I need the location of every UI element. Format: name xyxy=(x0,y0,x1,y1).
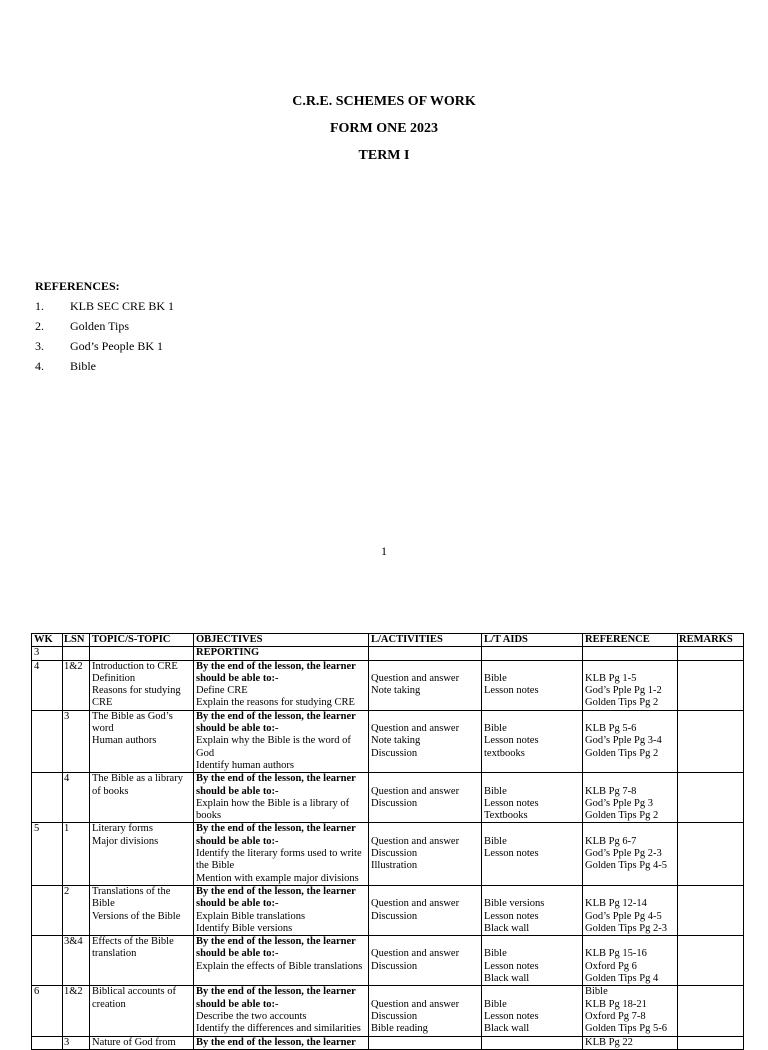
wk-cell xyxy=(32,710,63,772)
cell-spacer xyxy=(585,886,675,898)
cell-spacer xyxy=(585,936,675,948)
cell-line: By the end of the lesson, the learner xyxy=(196,885,356,897)
wk-cell: 4 xyxy=(32,660,63,710)
wk-cell xyxy=(32,936,63,986)
cell-line: Lesson notes xyxy=(484,960,539,972)
wk-cell xyxy=(32,1036,63,1049)
reference-cell xyxy=(583,1036,678,1049)
cell-line: Explain why the Bible is the word of xyxy=(196,735,351,747)
cell-line: Discussion xyxy=(371,960,418,972)
cell-line: Bible xyxy=(484,835,507,847)
cell-line: Mention with example major divisions xyxy=(196,872,359,884)
references-heading: REFERENCES: xyxy=(35,279,120,293)
table-row xyxy=(32,710,744,772)
reference-cell xyxy=(583,823,678,885)
cell-line: should be able to:- xyxy=(196,835,279,847)
cell-line: Bible xyxy=(585,986,608,998)
cell-line: word xyxy=(92,723,114,735)
aids-cell xyxy=(482,986,583,1036)
objectives-cell xyxy=(194,773,369,823)
objectives-cell xyxy=(194,885,369,935)
cell-line: Black wall xyxy=(484,973,530,985)
lsn-cell: 1&2 xyxy=(63,986,90,1036)
cell-line: Discussion xyxy=(371,910,418,922)
cell-line: Lesson notes xyxy=(484,685,539,697)
cell-line: Literary forms xyxy=(92,823,153,835)
cell-spacer xyxy=(371,823,479,835)
cell-spacer xyxy=(484,661,580,673)
cell-line: should be able to:- xyxy=(196,948,279,960)
cell-line: Golden Tips Pg 4 xyxy=(585,973,659,985)
cell-line: KLB Pg 6-7 xyxy=(585,835,637,847)
cell-line: books xyxy=(196,810,222,822)
cell-line: Discussion xyxy=(371,747,418,759)
cell-line: Question and answer xyxy=(371,723,460,735)
cell-line: Bible reading xyxy=(371,1023,428,1035)
cell-spacer xyxy=(585,773,675,785)
cell-line: Bible xyxy=(484,998,507,1010)
page-number: 1 xyxy=(381,544,387,558)
reference-cell xyxy=(583,885,678,935)
cell-line: should be able to:- xyxy=(196,998,279,1010)
cell-line: The Bible as God’s xyxy=(92,710,173,722)
cell-line: KLB Pg 18-21 xyxy=(585,998,647,1010)
cell-line: Bible xyxy=(484,948,507,960)
cell-line: creation xyxy=(92,998,126,1010)
topic-cell xyxy=(90,647,194,660)
cell-line: Human authors xyxy=(92,735,157,747)
header-objectives: OBJECTIVES xyxy=(194,634,369,647)
cell-line: Definition xyxy=(92,672,136,684)
remarks-cell xyxy=(678,823,744,885)
cell-line: KLB Pg 15-16 xyxy=(585,948,647,960)
lsn-cell: 3 xyxy=(63,710,90,772)
header-aids: L/T AIDS xyxy=(482,634,583,647)
cell-line: Oxford Pg 7-8 xyxy=(585,1010,646,1022)
cell-line: Question and answer xyxy=(371,948,460,960)
objectives-cell xyxy=(194,660,369,710)
activities-cell xyxy=(369,885,482,935)
wk-cell: 3 xyxy=(32,647,63,660)
cell-line: Golden Tips Pg 2 xyxy=(585,810,659,822)
cell-line: Discussion xyxy=(371,848,418,860)
remarks-cell xyxy=(678,773,744,823)
cell-line: Effects of the Bible xyxy=(92,936,174,948)
activities-cell xyxy=(369,710,482,772)
cell-line: Explain how the Bible is a library of xyxy=(196,797,350,809)
table-row xyxy=(32,660,744,710)
cell-line: Describe the two accounts xyxy=(196,1010,307,1022)
cell-spacer xyxy=(585,661,675,673)
cell-line: KLB Pg 5-6 xyxy=(585,723,637,735)
cell-line: By the end of the lesson, the learner xyxy=(196,936,356,948)
cell-line: Define CRE xyxy=(196,685,248,697)
cell-spacer xyxy=(484,711,580,723)
document-title: C.R.E. SCHEMES OF WORK xyxy=(292,94,476,109)
reference-item: 4. Bible xyxy=(35,359,96,373)
cell-line: Identify human authors xyxy=(196,759,294,771)
reference-item: 1. KLB SEC CRE BK 1 xyxy=(35,299,175,313)
cell-line: Black wall xyxy=(484,922,530,934)
cell-line: KLB Pg 1-5 xyxy=(585,672,637,684)
reference-item: 3. God’s People BK 1 xyxy=(35,339,163,353)
reference-cell xyxy=(583,647,678,660)
cell-line: Bible versions xyxy=(484,898,545,910)
topic-cell xyxy=(90,823,194,885)
cell-line: Explain the effects of Bible translations xyxy=(196,960,363,972)
cell-line: Versions of the Bible xyxy=(92,910,181,922)
cell-line: should be able to:- xyxy=(196,898,279,910)
reporting-cell: REPORTING xyxy=(194,647,369,660)
reporting-row xyxy=(32,647,744,660)
cell-spacer xyxy=(371,661,479,673)
cell-line: Question and answer xyxy=(371,785,460,797)
reference-cell xyxy=(583,936,678,986)
aids-cell xyxy=(482,936,583,986)
cell-line: Question and answer xyxy=(371,998,460,1010)
cell-line: God’s Pple Pg 3 xyxy=(585,797,653,809)
topic-cell xyxy=(90,1036,194,1049)
cell-line: Discussion xyxy=(371,797,418,809)
header-reference: REFERENCE xyxy=(583,634,678,647)
table-header-row xyxy=(32,634,744,647)
lsn-cell: 1 xyxy=(63,823,90,885)
remarks-cell xyxy=(678,710,744,772)
cell-line: should be able to:- xyxy=(196,785,279,797)
cell-line: Lesson notes xyxy=(484,735,539,747)
cell-spacer xyxy=(484,823,580,835)
lsn-cell: 3 xyxy=(63,1036,90,1049)
remarks-cell xyxy=(678,936,744,986)
reference-cell xyxy=(583,773,678,823)
activities-cell xyxy=(369,647,482,660)
cell-line: should be able to:- xyxy=(196,723,279,735)
cell-line: Question and answer xyxy=(371,835,460,847)
cell-line: Bible xyxy=(484,723,507,735)
cell-line: Golden Tips Pg 4-5 xyxy=(585,860,667,872)
wk-cell: 6 xyxy=(32,986,63,1036)
cell-line: translation xyxy=(92,948,137,960)
lsn-cell: 1&2 xyxy=(63,660,90,710)
reference-cell xyxy=(583,710,678,772)
cell-line: Explain the reasons for studying CRE xyxy=(196,697,355,709)
aids-cell xyxy=(482,710,583,772)
header-wk: WK xyxy=(32,634,63,647)
remarks-cell xyxy=(678,660,744,710)
cell-line: textbooks xyxy=(484,747,525,759)
cell-line: God xyxy=(196,747,215,759)
cell-line: Golden Tips Pg 2-3 xyxy=(585,922,667,934)
cell-line: Black wall xyxy=(484,1023,530,1035)
lsn-cell: 4 xyxy=(63,773,90,823)
header-lsn: LSN xyxy=(63,634,90,647)
cell-line: Note taking xyxy=(371,735,421,747)
cell-spacer xyxy=(371,773,479,785)
cell-line: Golden Tips Pg 2 xyxy=(585,747,659,759)
cell-line: The Bible as a library xyxy=(92,773,183,785)
reference-item: 2. Golden Tips xyxy=(35,319,130,333)
remarks-cell xyxy=(678,986,744,1036)
cell-line: Reasons for studying xyxy=(92,685,181,697)
topic-cell xyxy=(90,710,194,772)
wk-cell xyxy=(32,773,63,823)
activities-cell xyxy=(369,773,482,823)
cell-line: Lesson notes xyxy=(484,1010,539,1022)
cell-line: CRE xyxy=(92,697,113,709)
cell-line: By the end of the lesson, the learner xyxy=(196,773,356,785)
wk-cell: 5 xyxy=(32,823,63,885)
cell-line: By the end of the lesson, the learner xyxy=(196,986,356,998)
activities-cell xyxy=(369,823,482,885)
activities-cell xyxy=(369,986,482,1036)
cell-spacer xyxy=(484,986,580,998)
cell-line: Illustration xyxy=(371,860,418,872)
cell-line: Introduction to CRE xyxy=(92,660,178,672)
cell-line: Major divisions xyxy=(92,835,159,847)
cell-line: Textbooks xyxy=(484,810,528,822)
cell-line: By the end of the lesson, the learner xyxy=(196,710,356,722)
cell-line: Translations of the xyxy=(92,885,171,897)
remarks-cell xyxy=(678,1036,744,1049)
topic-cell xyxy=(90,885,194,935)
remarks-cell xyxy=(678,647,744,660)
activities-cell xyxy=(369,1036,482,1049)
topic-cell xyxy=(90,936,194,986)
table-row xyxy=(32,936,744,986)
table-row xyxy=(32,885,744,935)
cell-line: KLB Pg 12-14 xyxy=(585,898,647,910)
topic-cell xyxy=(90,660,194,710)
aids-cell xyxy=(482,823,583,885)
aids-cell xyxy=(482,885,583,935)
objectives-cell xyxy=(194,936,369,986)
cell-line: Golden Tips Pg 2 xyxy=(585,697,659,709)
cell-line: Lesson notes xyxy=(484,848,539,860)
cell-spacer xyxy=(484,886,580,898)
aids-cell xyxy=(482,647,583,660)
aids-cell xyxy=(482,1036,583,1049)
reference-cell xyxy=(583,986,678,1036)
cell-spacer xyxy=(371,711,479,723)
objectives-cell xyxy=(194,1036,369,1049)
table-row xyxy=(32,1036,744,1049)
cell-line: Question and answer xyxy=(371,672,460,684)
aids-cell xyxy=(482,773,583,823)
cell-line: God’s Pple Pg 3-4 xyxy=(585,735,662,747)
cell-spacer xyxy=(585,711,675,723)
cell-line: By the end of the lesson, the learner xyxy=(196,1036,356,1048)
header-activities: L/ACTIVITIES xyxy=(369,634,482,647)
term-label: TERM I xyxy=(358,148,410,163)
header-remarks: REMARKS xyxy=(678,634,744,647)
cell-line: KLB Pg 7-8 xyxy=(585,785,637,797)
scheme-table xyxy=(31,633,744,1050)
cell-spacer xyxy=(484,773,580,785)
aids-cell xyxy=(482,660,583,710)
cell-line: God’s Pple Pg 4-5 xyxy=(585,910,662,922)
lsn-cell xyxy=(63,647,90,660)
cell-line: Nature of God from xyxy=(92,1036,176,1048)
activities-cell xyxy=(369,936,482,986)
objectives-cell xyxy=(194,710,369,772)
table-row xyxy=(32,823,744,885)
cell-line: Note taking xyxy=(371,685,421,697)
cell-line: Identify Bible versions xyxy=(196,922,293,934)
cell-line: By the end of the lesson, the learner xyxy=(196,660,356,672)
topic-cell xyxy=(90,773,194,823)
cell-line: Lesson notes xyxy=(484,797,539,809)
cell-spacer xyxy=(371,886,479,898)
cell-line: By the end of the lesson, the learner xyxy=(196,823,356,835)
cell-line: Oxford Pg 6 xyxy=(585,960,637,972)
lsn-cell: 3&4 xyxy=(63,936,90,986)
cell-spacer xyxy=(371,986,479,998)
topic-cell xyxy=(90,986,194,1036)
table-row xyxy=(32,986,744,1036)
cell-line: Discussion xyxy=(371,1010,418,1022)
cell-line: Bible xyxy=(92,898,115,910)
header-topic: TOPIC/S-TOPIC xyxy=(90,634,194,647)
cell-line: Explain Bible translations xyxy=(196,910,306,922)
table-row xyxy=(32,773,744,823)
cell-line: Lesson notes xyxy=(484,910,539,922)
objectives-cell xyxy=(194,823,369,885)
cell-line: of books xyxy=(92,785,129,797)
objectives-cell xyxy=(194,986,369,1036)
cell-line: God’s Pple Pg 2-3 xyxy=(585,848,662,860)
reference-cell xyxy=(583,660,678,710)
cell-spacer xyxy=(484,936,580,948)
cell-line: the Bible xyxy=(196,860,235,872)
form-year: FORM ONE 2023 xyxy=(329,121,439,136)
cell-line: Question and answer xyxy=(371,898,460,910)
cell-line: Biblical accounts of xyxy=(92,986,176,998)
remarks-cell xyxy=(678,885,744,935)
cell-line: Bible xyxy=(484,672,507,684)
cell-line: should be able to:- xyxy=(196,672,279,684)
cell-line: Golden Tips Pg 5-6 xyxy=(585,1023,667,1035)
wk-cell xyxy=(32,885,63,935)
cell-line: Identify the literary forms used to write xyxy=(196,848,362,860)
activities-cell xyxy=(369,660,482,710)
cell-line: Bible xyxy=(484,785,507,797)
cell-spacer xyxy=(371,936,479,948)
cell-line: God’s Pple Pg 1-2 xyxy=(585,685,662,697)
cell-line: Identify the differences and similarities xyxy=(196,1023,361,1035)
lsn-cell: 2 xyxy=(63,885,90,935)
cell-line: KLB Pg 22 xyxy=(585,1036,633,1048)
cell-spacer xyxy=(585,823,675,835)
